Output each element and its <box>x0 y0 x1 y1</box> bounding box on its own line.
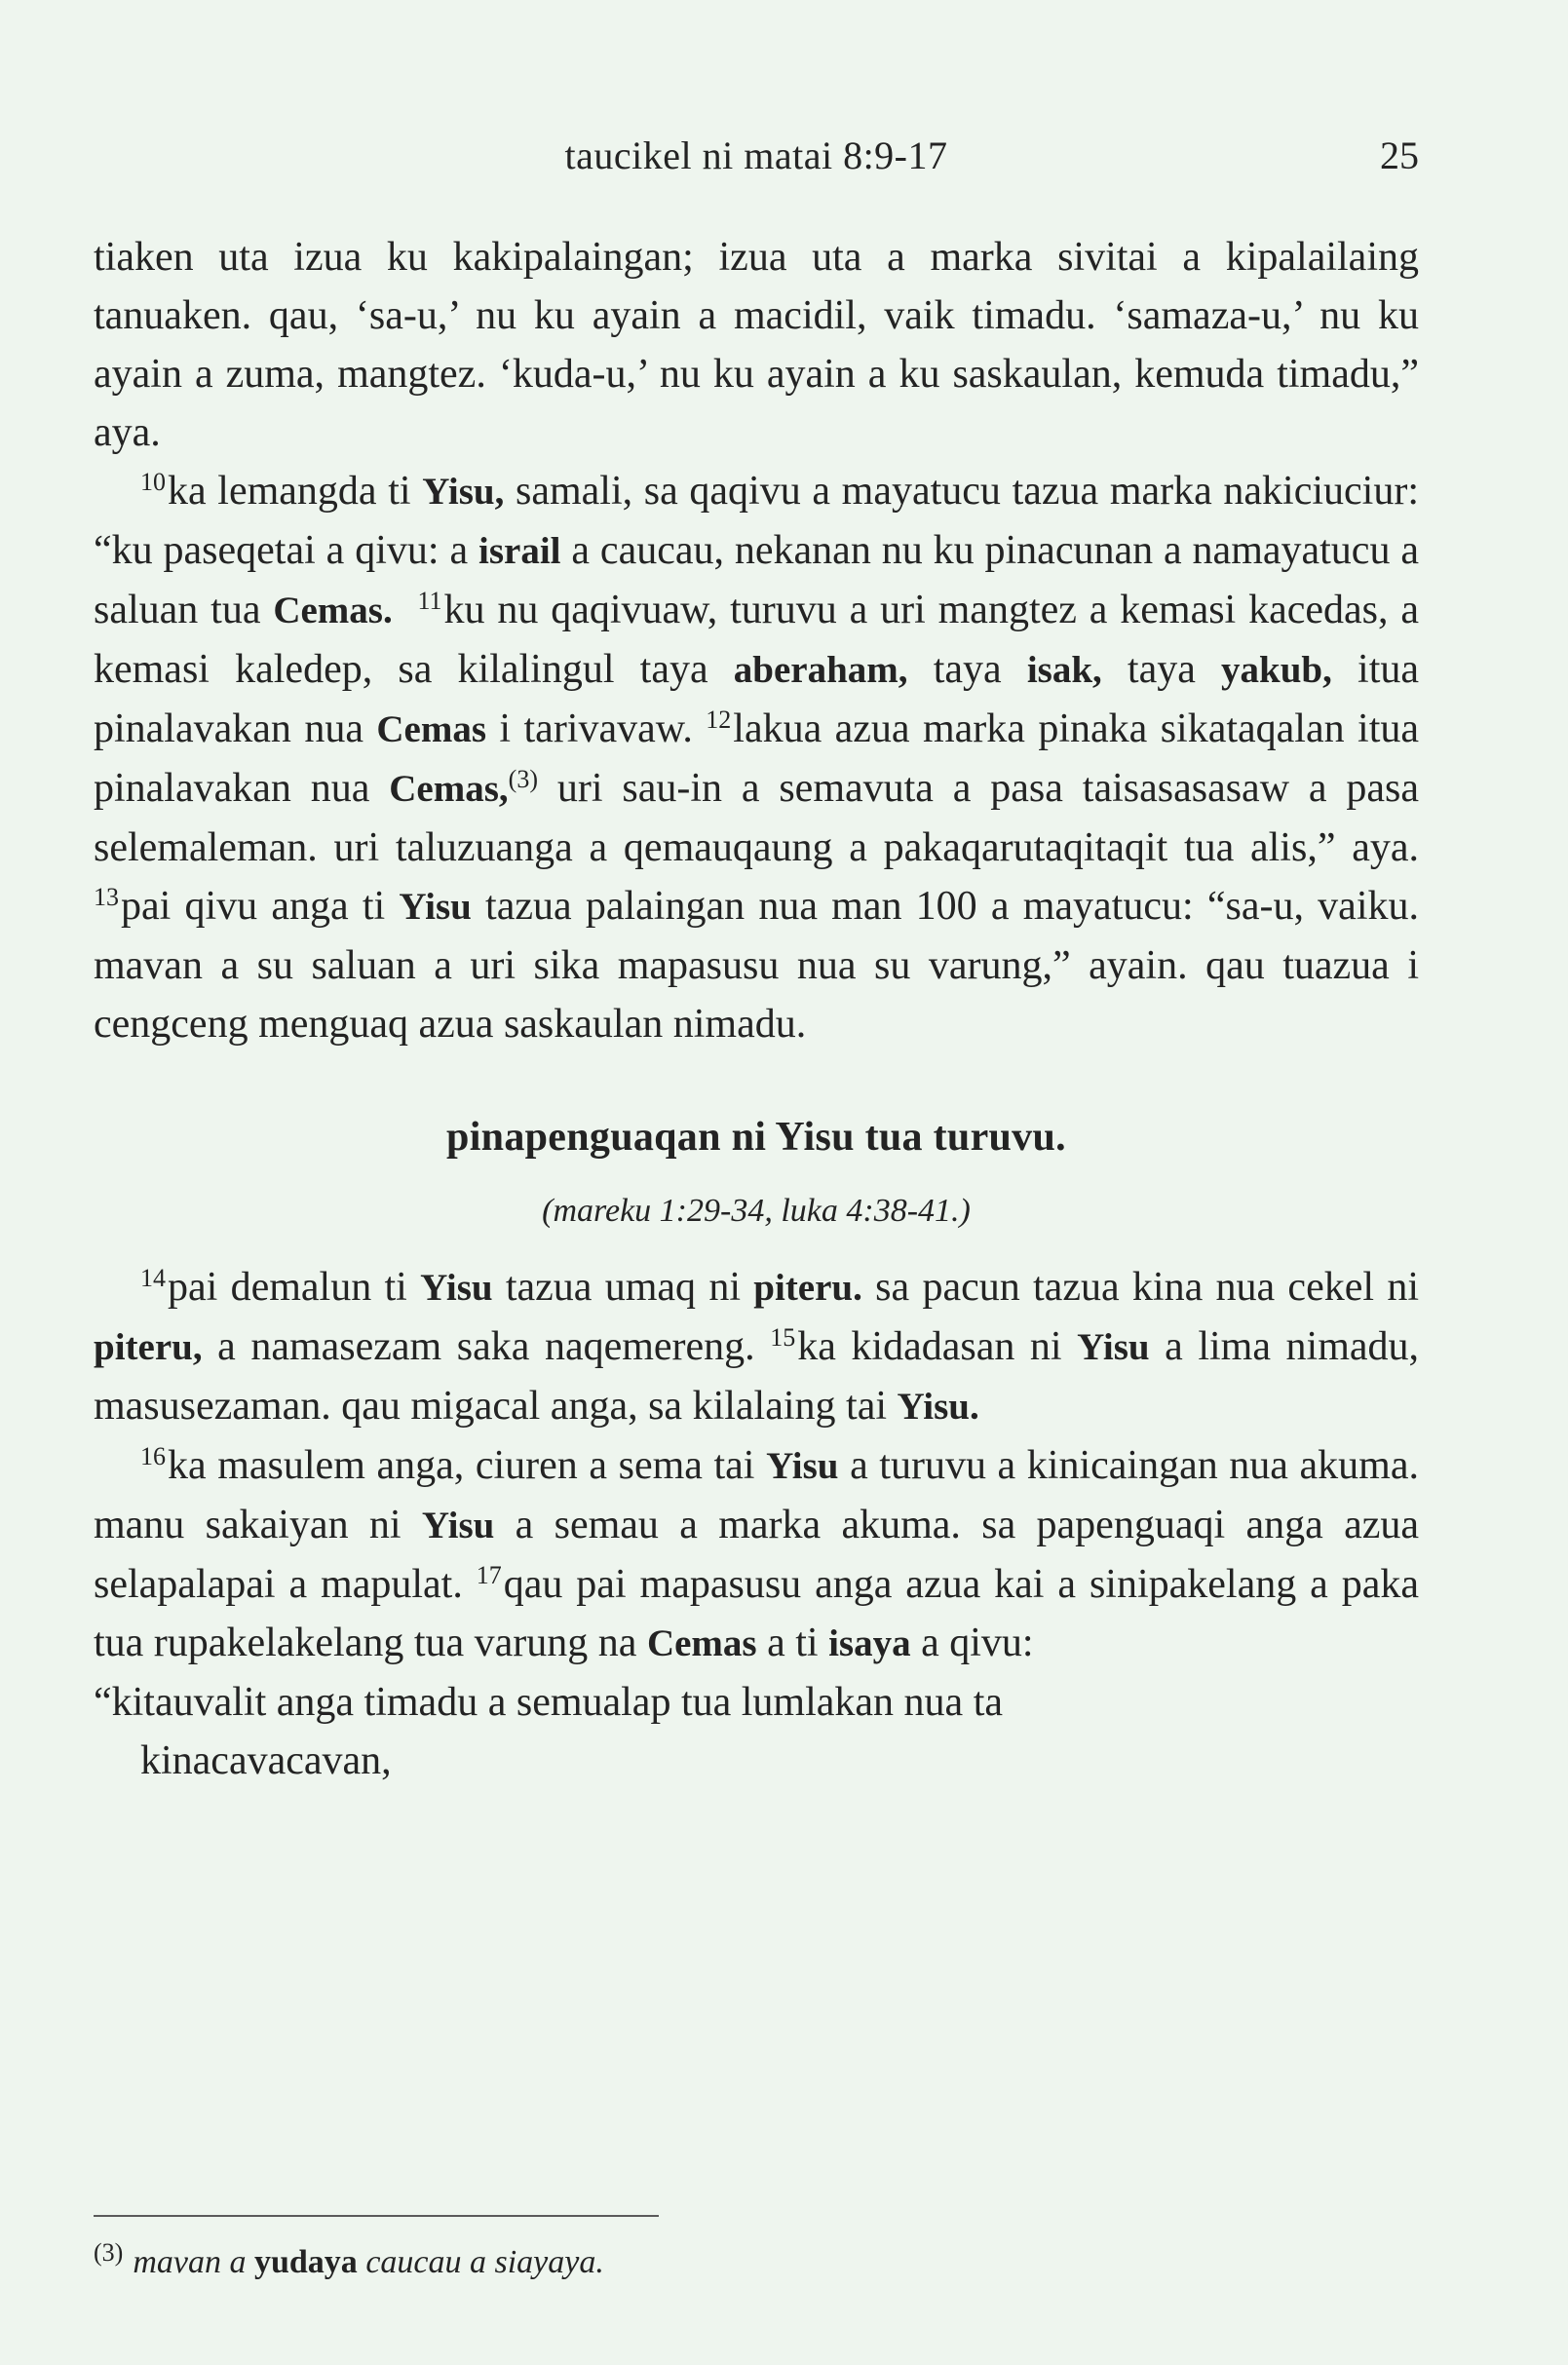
paragraph <box>94 1436 1419 1673</box>
section-reference: (mareku 1:29-34, luka 4:38-41.) <box>542 1193 971 1229</box>
running-title: taucikel ni matai 8:9-17 <box>564 134 948 177</box>
text-run: pai demalun ti <box>168 1265 421 1310</box>
page-number: 25 <box>1380 134 1419 177</box>
verse-number: 17 <box>476 1561 502 1589</box>
text-run: qau pai mapasusu anga azua kai a sinipakelang a paka tua rupakelakelang tua varung na <box>94 1562 1419 1665</box>
verse-number: 10 <box>140 468 166 496</box>
paragraph <box>94 1258 1419 1436</box>
footnote <box>94 2231 1419 2284</box>
bold-term: Cemas, <box>389 768 509 810</box>
text-run: a ti <box>756 1621 829 1665</box>
text-run: a turuvu a kinicaingan nua akuma. manu sakaiyan ni <box>94 1443 1419 1547</box>
bold-term: yakub, <box>1221 649 1332 691</box>
bold-term: piteru. <box>753 1267 862 1309</box>
text-run: itua pinalavakan nua <box>94 647 1420 751</box>
paragraph <box>94 228 1419 462</box>
bold-term: israil <box>478 530 561 572</box>
footnote-reference[interactable]: (3) <box>508 765 538 793</box>
verse-number: 14 <box>140 1264 166 1292</box>
verse-number: 15 <box>770 1323 796 1352</box>
bold-term: Yisu <box>766 1445 839 1487</box>
text-run: a namasezam saka naqemereng. <box>202 1324 771 1369</box>
main-text <box>94 228 1419 1790</box>
text-run: samali, sa qaqivu a mayatucu tazua marka nakiciuciur: “ku paseqetai a qivu: a <box>94 469 1419 573</box>
bold-term: isaya <box>828 1622 911 1664</box>
footnote-text: mavan a <box>133 2244 247 2280</box>
text-run: tazua umaq ni <box>492 1265 754 1310</box>
quote-line: “kitauvalit anga timadu a semualap tua lumlakan nua ta <box>94 1680 1004 1725</box>
text-run: pai qivu anga ti <box>121 884 400 929</box>
paragraph <box>94 462 1419 1053</box>
bold-term: Cemas <box>376 708 487 750</box>
bold-term: Cemas <box>646 1622 757 1664</box>
bold-term: Yisu, <box>422 471 505 513</box>
bold-term: Yisu <box>420 1267 493 1309</box>
text-run: taya <box>907 647 1027 692</box>
text-run: i tarivavaw. <box>486 706 707 751</box>
bold-term: Yisu <box>421 1505 495 1546</box>
text-run: a qivu: <box>910 1621 1034 1665</box>
poetic-quote <box>94 1673 1419 1790</box>
footnote-divider <box>94 2215 659 2217</box>
footnote-text: caucau a siayaya. <box>365 2244 604 2280</box>
text-run: sa pacun tazua kina nua cekel ni <box>861 1265 1419 1310</box>
text-run: ka masulem anga, ciuren a sema tai <box>168 1443 767 1488</box>
text-run: lakua azua marka pinaka sikataqalan itua pinalavakan nua <box>94 706 1420 811</box>
text-run: ka lemangda ti <box>168 469 423 514</box>
bold-term: piteru, <box>94 1326 203 1368</box>
verse-number: 12 <box>706 706 732 734</box>
text-run: uri sau-in a semavuta a pasa taisasasasaw a pasa selemaleman. uri taluzuanga a qemauqaung a pakaqarutaqitaqit tua alis,” aya. <box>94 766 1420 870</box>
bold-term: Yisu. <box>897 1386 979 1428</box>
text-run: a lima nimadu, masusezaman. qau migacal anga, sa kilalaing tai <box>94 1324 1420 1429</box>
footnote-bold-term: yudaya <box>253 2244 358 2280</box>
verse-number: 13 <box>94 883 119 911</box>
text-run: a caucau, nekanan nu ku pinacunan a namayatucu a saluan tua <box>94 528 1419 632</box>
text-run: tazua palaingan nua man 100 a mayatucu: “sa-u, vaiku. mavan a su saluan a uri sika mapasusu nua su varung,” ayain. qau tuazua i cengceng menguaq azua saskaulan nimadu. <box>94 884 1419 1047</box>
text-run: ku nu qaqivuaw, turuvu a uri mangtez a kemasi kacedas, a kemasi kaledep, sa kilalingul taya <box>94 588 1419 692</box>
text-run: taya <box>1101 647 1222 692</box>
section-heading: pinapenguaqan ni Yisu tua turuvu. <box>446 1115 1066 1160</box>
footnote-mark: (3) <box>94 2238 124 2267</box>
bold-term: Yisu <box>1077 1326 1150 1368</box>
bold-term: Yisu <box>399 886 472 928</box>
page-header <box>94 133 1419 191</box>
text-run: a semau a marka akuma. sa papenguaqi anga azua selapalapai a mapulat. <box>94 1503 1419 1607</box>
verse-number: 11 <box>417 587 442 615</box>
quote-line: kinacavacavan, <box>140 1738 392 1783</box>
text-run: ka kidadasan ni <box>797 1324 1078 1369</box>
bold-term: Cemas. <box>273 590 393 631</box>
verse-number: 16 <box>140 1442 166 1470</box>
paragraph-text: tiaken uta izua ku kakipalaingan; izua uta a marka sivitai a kipalailaing tanuaken. qau, ‘sa-u,’ nu ku ayain a macidil, vaik timadu. ‘samaza-u,’ nu ku ayain a zuma, mangtez. ‘kuda-u,’ nu ku ayain a ku saskaulan, kemuda timadu,” aya. <box>94 235 1419 455</box>
bold-term: isak, <box>1026 649 1102 691</box>
bold-term: aberaham, <box>733 649 908 691</box>
